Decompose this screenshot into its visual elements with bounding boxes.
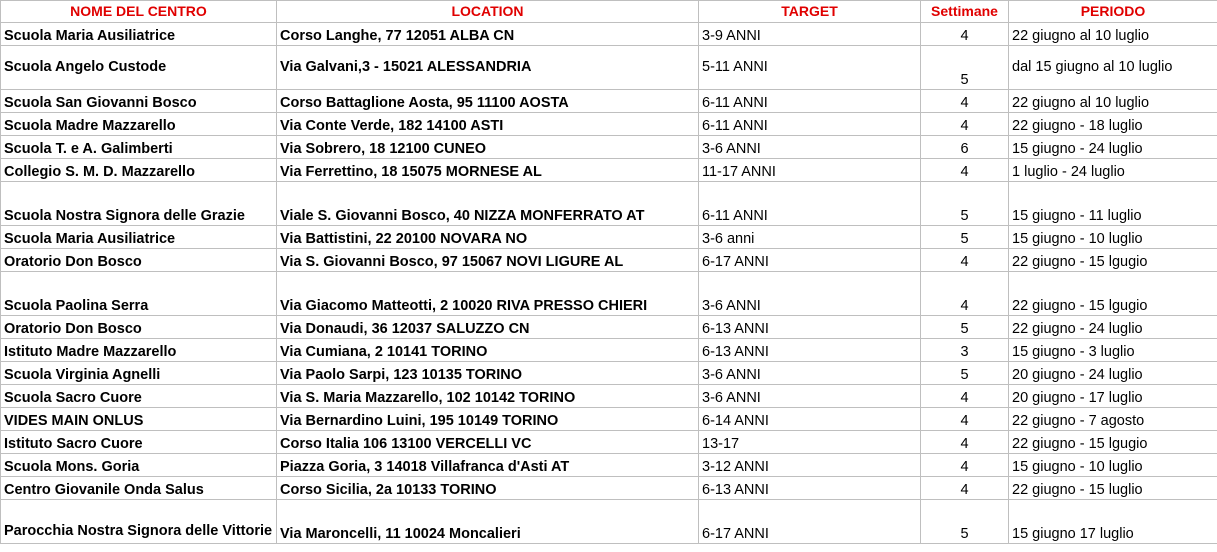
cell-weeks: 5 (921, 182, 1009, 226)
cell-target: 3-6 ANNI (699, 362, 921, 385)
cell-period: 22 giugno - 15 lgugio (1009, 431, 1217, 454)
cell-weeks: 5 (921, 46, 1009, 90)
table-row (1, 408, 1217, 431)
cell-period: dal 15 giugno al 10 luglio (1009, 46, 1217, 90)
cell-period: 22 giugno al 10 luglio (1009, 23, 1217, 46)
cell-weeks: 4 (921, 90, 1009, 113)
cell-weeks: 6 (921, 136, 1009, 159)
cell-period: 15 giugno - 10 luglio (1009, 454, 1217, 477)
cell-target: 6-11 ANNI (699, 182, 921, 226)
table-row (1, 454, 1217, 477)
cell-location: Via Conte Verde, 182 14100 ASTI (277, 113, 699, 136)
cell-name: Scuola Maria Ausiliatrice (1, 23, 277, 46)
table-row (1, 272, 1217, 316)
cell-period: 22 giugno - 18 luglio (1009, 113, 1217, 136)
cell-weeks: 4 (921, 113, 1009, 136)
cell-name: Scuola San Giovanni Bosco (1, 90, 277, 113)
header-period: PERIODO (1009, 1, 1217, 23)
cell-weeks: 4 (921, 385, 1009, 408)
cell-period: 22 giugno - 24 luglio (1009, 316, 1217, 339)
cell-weeks: 4 (921, 431, 1009, 454)
cell-weeks: 4 (921, 454, 1009, 477)
cell-location: Via Sobrero, 18 12100 CUNEO (277, 136, 699, 159)
cell-weeks: 5 (921, 226, 1009, 249)
cell-target: 5-11 ANNI (699, 46, 921, 90)
cell-target: 3-12 ANNI (699, 454, 921, 477)
cell-location: Via Donaudi, 36 12037 SALUZZO CN (277, 316, 699, 339)
table-row (1, 136, 1217, 159)
header-weeks: Settimane (921, 1, 1009, 23)
table-row (1, 226, 1217, 249)
cell-location: Piazza Goria, 3 14018 Villafranca d'Asti AT (277, 454, 699, 477)
table-row (1, 362, 1217, 385)
table-row (1, 159, 1217, 182)
cell-location: Via Battistini, 22 20100 NOVARA NO (277, 226, 699, 249)
table-row (1, 500, 1217, 544)
cell-period: 15 giugno 17 luglio (1009, 500, 1217, 544)
table-row (1, 385, 1217, 408)
cell-location: Via Bernardino Luini, 195 10149 TORINO (277, 408, 699, 431)
cell-name: Scuola Maria Ausiliatrice (1, 226, 277, 249)
cell-name: Scuola Madre Mazzarello (1, 113, 277, 136)
cell-period: 15 giugno - 10 luglio (1009, 226, 1217, 249)
table-row (1, 339, 1217, 362)
cell-name: Scuola Sacro Cuore (1, 385, 277, 408)
cell-period: 20 giugno - 24 luglio (1009, 362, 1217, 385)
cell-weeks: 3 (921, 339, 1009, 362)
cell-weeks: 5 (921, 316, 1009, 339)
cell-name: Scuola Mons. Goria (1, 454, 277, 477)
cell-target: 3-6 ANNI (699, 272, 921, 316)
cell-period: 20 giugno - 17 luglio (1009, 385, 1217, 408)
cell-period: 22 giugno - 15 lgugio (1009, 272, 1217, 316)
cell-target: 13-17 (699, 431, 921, 454)
cell-location: Via Giacomo Matteotti, 2 10020 RIVA PRESSO CHIERI (277, 272, 699, 316)
cell-location: Corso Langhe, 77 12051 ALBA CN (277, 23, 699, 46)
cell-name: Scuola T. e A. Galimberti (1, 136, 277, 159)
cell-location: Corso Italia 106 13100 VERCELLI VC (277, 431, 699, 454)
table-row (1, 90, 1217, 113)
cell-target: 3-6 anni (699, 226, 921, 249)
cell-name: Parocchia Nostra Signora delle Vittorie (1, 500, 277, 544)
cell-name: Collegio S. M. D. Mazzarello (1, 159, 277, 182)
cell-location: Via Maroncelli, 11 10024 Moncalieri (277, 500, 699, 544)
cell-target: 3-6 ANNI (699, 136, 921, 159)
table-row (1, 316, 1217, 339)
table-row (1, 431, 1217, 454)
cell-weeks: 4 (921, 408, 1009, 431)
cell-period: 1 luglio - 24 luglio (1009, 159, 1217, 182)
table-row (1, 23, 1217, 46)
cell-period: 15 giugno - 24 luglio (1009, 136, 1217, 159)
cell-location: Viale S. Giovanni Bosco, 40 NIZZA MONFERRATO AT (277, 182, 699, 226)
table-row (1, 46, 1217, 90)
cell-target: 3-6 ANNI (699, 385, 921, 408)
cell-name: Oratorio Don Bosco (1, 249, 277, 272)
cell-weeks: 4 (921, 272, 1009, 316)
cell-location: Via Paolo Sarpi, 123 10135 TORINO (277, 362, 699, 385)
cell-target: 6-13 ANNI (699, 316, 921, 339)
cell-name: Oratorio Don Bosco (1, 316, 277, 339)
cell-target: 6-17 ANNI (699, 500, 921, 544)
cell-name: VIDES MAIN ONLUS (1, 408, 277, 431)
cell-target: 6-13 ANNI (699, 339, 921, 362)
cell-name: Centro Giovanile Onda Salus (1, 477, 277, 500)
table-row (1, 477, 1217, 500)
cell-weeks: 5 (921, 362, 1009, 385)
cell-period: 22 giugno - 15 luglio (1009, 477, 1217, 500)
cell-location: Corso Battaglione Aosta, 95 11100 AOSTA (277, 90, 699, 113)
cell-name: Scuola Angelo Custode (1, 46, 277, 90)
cell-name: Istituto Sacro Cuore (1, 431, 277, 454)
cell-weeks: 4 (921, 249, 1009, 272)
cell-target: 6-13 ANNI (699, 477, 921, 500)
header-name: NOME DEL CENTRO (1, 1, 277, 23)
cell-target: 3-9 ANNI (699, 23, 921, 46)
cell-target: 6-17 ANNI (699, 249, 921, 272)
header-row (1, 1, 1217, 23)
cell-location: Via S. Maria Mazzarello, 102 10142 TORINO (277, 385, 699, 408)
cell-target: 6-11 ANNI (699, 113, 921, 136)
cell-weeks: 4 (921, 159, 1009, 182)
cell-name: Scuola Nostra Signora delle Grazie (1, 182, 277, 226)
cell-weeks: 4 (921, 23, 1009, 46)
header-location: LOCATION (277, 1, 699, 23)
cell-period: 15 giugno - 11 luglio (1009, 182, 1217, 226)
table-row (1, 249, 1217, 272)
table-row (1, 182, 1217, 226)
table-row (1, 113, 1217, 136)
cell-period: 15 giugno - 3 luglio (1009, 339, 1217, 362)
cell-location: Corso Sicilia, 2a 10133 TORINO (277, 477, 699, 500)
cell-target: 6-14 ANNI (699, 408, 921, 431)
cell-target: 6-11 ANNI (699, 90, 921, 113)
cell-target: 11-17 ANNI (699, 159, 921, 182)
cell-location: Via S. Giovanni Bosco, 97 15067 NOVI LIGURE AL (277, 249, 699, 272)
cell-period: 22 giugno - 15 lgugio (1009, 249, 1217, 272)
cell-name: Scuola Paolina Serra (1, 272, 277, 316)
cell-location: Via Cumiana, 2 10141 TORINO (277, 339, 699, 362)
cell-location: Via Ferrettino, 18 15075 MORNESE AL (277, 159, 699, 182)
cell-name: Scuola Virginia Agnelli (1, 362, 277, 385)
cell-weeks: 4 (921, 477, 1009, 500)
cell-name: Istituto Madre Mazzarello (1, 339, 277, 362)
cell-weeks: 5 (921, 500, 1009, 544)
cell-period: 22 giugno al 10 luglio (1009, 90, 1217, 113)
cell-location: Via Galvani,3 - 15021 ALESSANDRIA (277, 46, 699, 90)
cell-period: 22 giugno - 7 agosto (1009, 408, 1217, 431)
header-target: TARGET (699, 1, 921, 23)
